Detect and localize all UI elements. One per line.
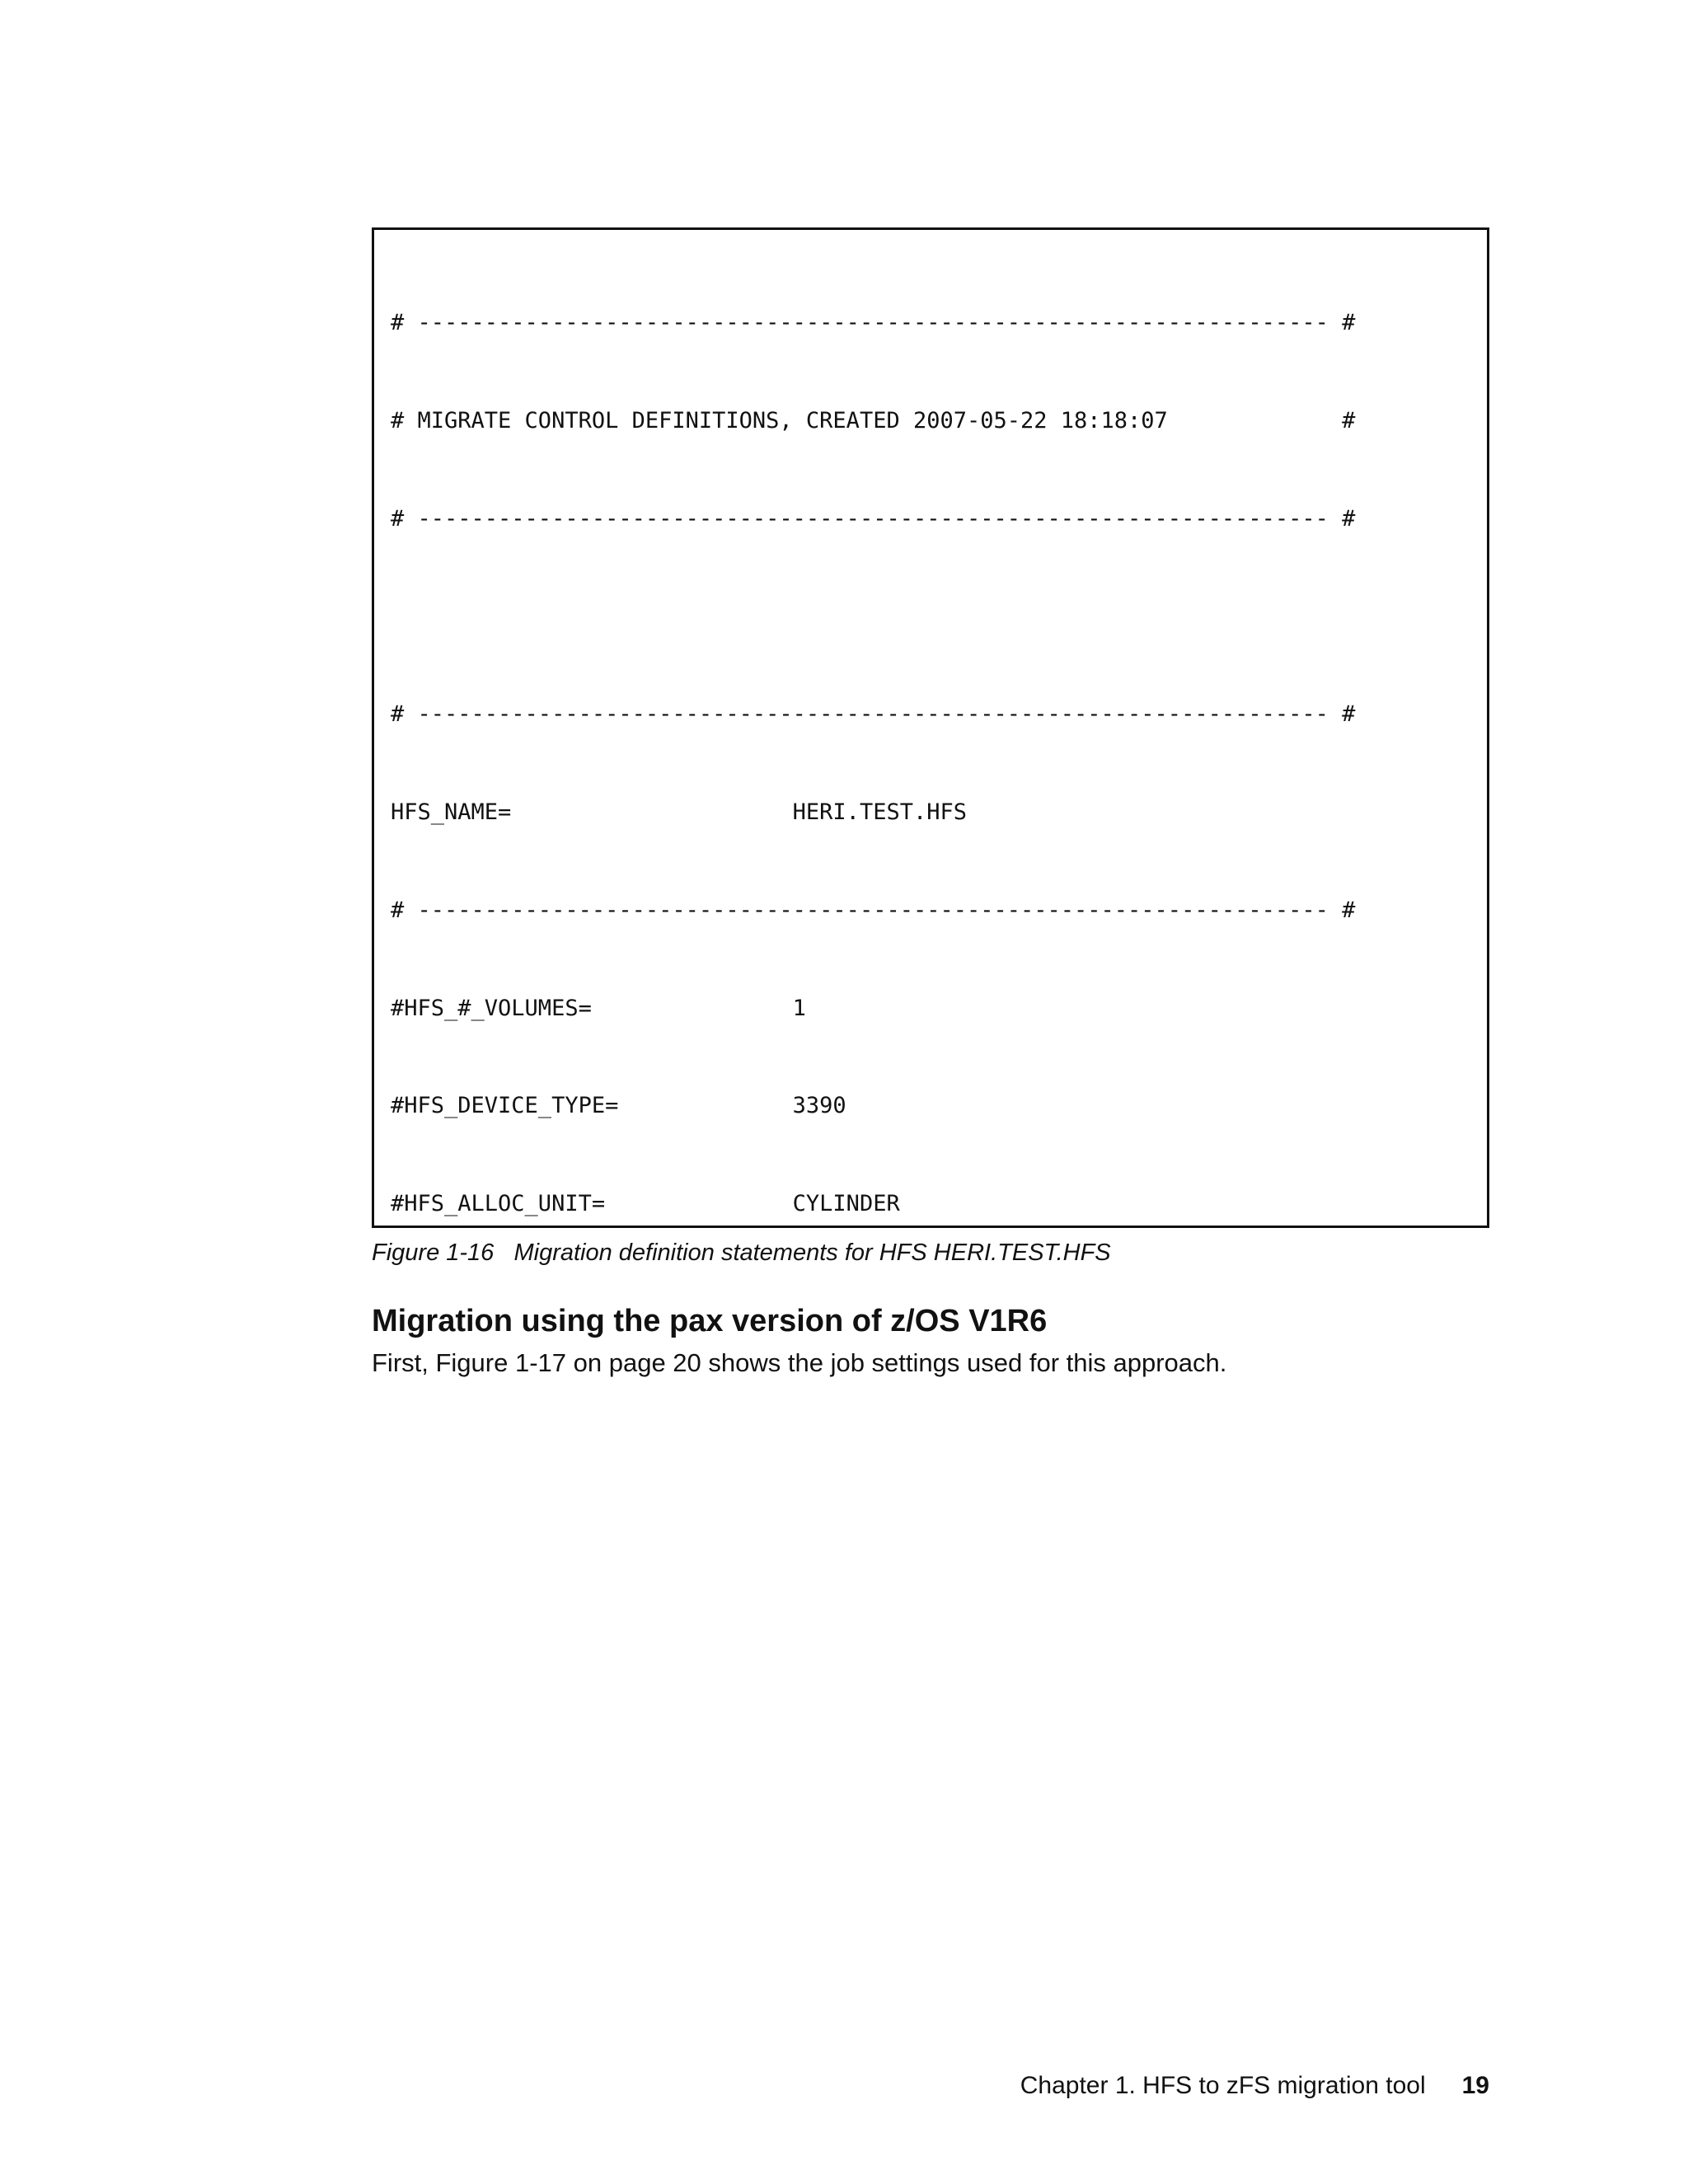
code-line: # -------------------------------------------------------------------- # — [391, 701, 1356, 728]
code-line: # -------------------------------------------------------------------- # — [391, 310, 1356, 336]
code-line: # -------------------------------------------------------------------- # — [391, 897, 1356, 923]
code-line: #HFS_DEVICE_TYPE= 3390 — [391, 1093, 846, 1119]
page-number: 19 — [1461, 2072, 1489, 2099]
code-line: HFS_NAME= HERI.TEST.HFS — [391, 799, 967, 826]
section-heading: Migration using the pax version of z/OS V1R6 — [372, 1304, 1048, 1338]
code-line: # MIGRATE CONTROL DEFINITIONS, CREATED 2007-05-22 18:18:07 # — [391, 407, 1356, 434]
footer-chapter-title: Chapter 1. HFS to zFS migration tool — [1020, 2072, 1426, 2099]
code-line — [391, 601, 1487, 634]
code-figure-box — [372, 227, 1489, 1228]
figure-caption: Figure 1-16 Migration definition statements for HFS HERI.TEST.HFS — [372, 1240, 1111, 1266]
code-line: # -------------------------------------------------------------------- # — [391, 505, 1356, 532]
page-footer — [1006, 2044, 1489, 2100]
code-line: #HFS_ALLOC_UNIT= CYLINDER — [391, 1191, 900, 1217]
code-line: #HFS_#_VOLUMES= 1 — [391, 995, 806, 1021]
body-paragraph: First, Figure 1-17 on page 20 shows the job settings used for this approach. — [372, 1348, 1227, 1377]
